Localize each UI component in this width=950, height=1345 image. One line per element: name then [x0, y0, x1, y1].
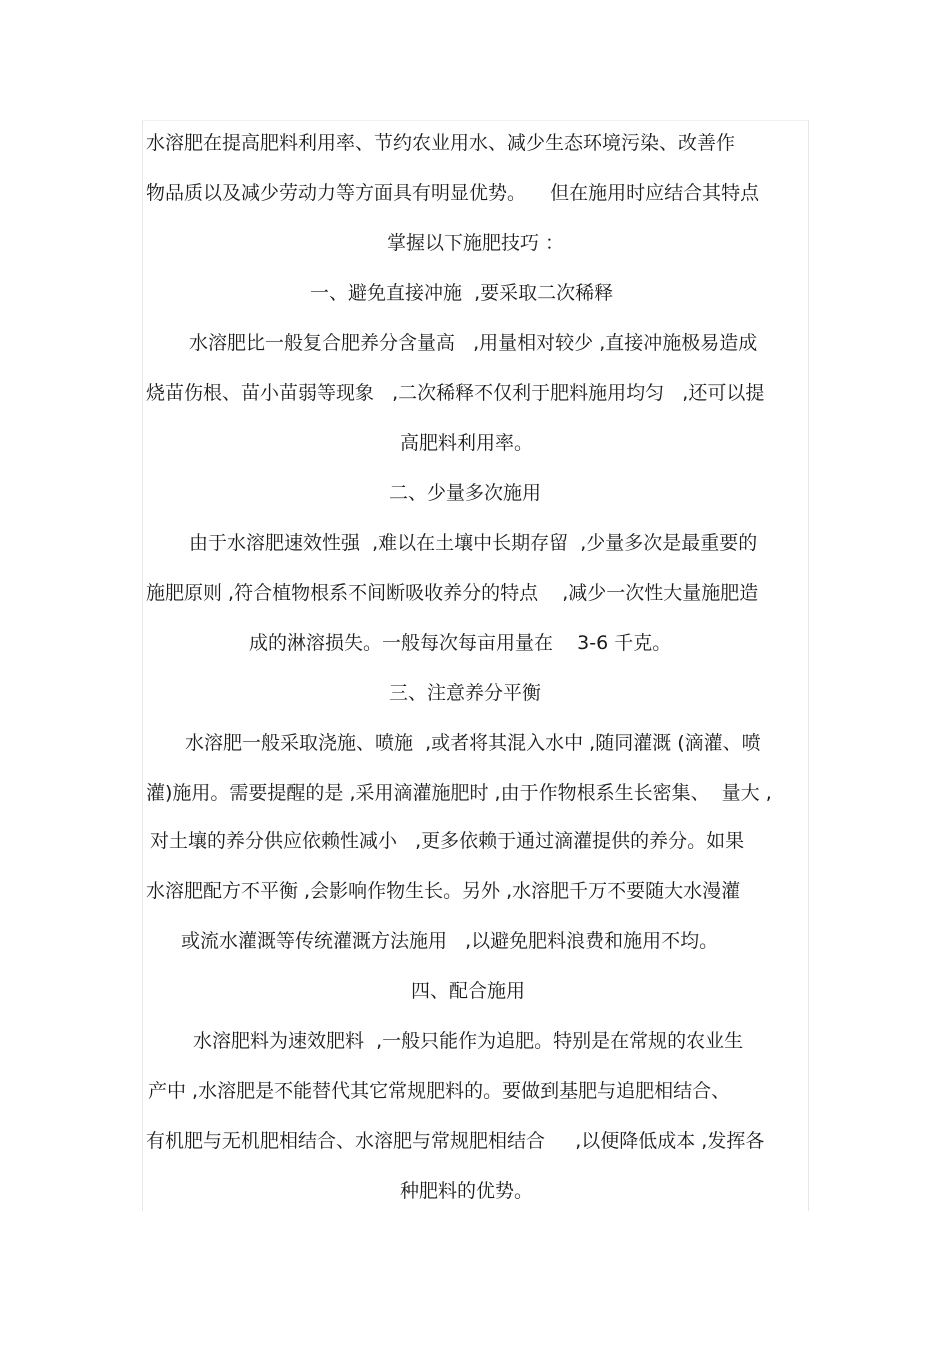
paragraph-line: 由于水溶肥速效性强 ,难以在土壤中长期存留 ,少量多次是最重要的 — [189, 532, 758, 554]
paragraph-line: 水溶肥在提高肥料利用率、节约农业用水、减少生态环境污染、改善作 — [146, 132, 736, 154]
paragraph-line: 种肥料的优势。 — [400, 1180, 534, 1202]
paragraph-line: 掌握以下施肥技巧 ： — [387, 232, 565, 254]
paragraph-line: 施肥原则 ,符合植物根系不间断吸收养分的特点 ,减少一次性大量施肥造 — [146, 582, 759, 604]
paragraph-line: 成的淋溶损失。一般每次每亩用量在 3-6 千克。 — [249, 632, 672, 654]
paragraph-line: 水溶肥配方不平衡 ,会影响作物生长。另外 ,水溶肥千万不要随大水漫灌 — [146, 880, 741, 902]
paragraph-line: 高肥料利用率。 — [400, 432, 534, 454]
paragraph-line: 水溶肥比一般复合肥养分含量高 ,用量相对较少 ,直接冲施极易造成 — [189, 332, 758, 354]
paragraph-line: 对土壤的养分供应依赖性减小 ,更多依赖于通过滴灌提供的养分。如果 — [150, 830, 745, 852]
section-heading: 二、少量多次施用 — [389, 482, 542, 504]
paragraph-line: 或流水灌溉等传统灌溉方法施用 ,以避免肥料浪费和施用不均。 — [181, 930, 719, 952]
paragraph-line: 物品质以及减少劳动力等方面具有明显优势。 但在施用时应结合其特点 — [146, 182, 760, 204]
section-heading: 三、注意养分平衡 — [389, 682, 542, 704]
paragraph-line: 产中 ,水溶肥是不能替代其它常规肥料的。要做到基肥与追肥相结合、 — [148, 1080, 731, 1102]
paragraph-line: 水溶肥一般采取浇施、喷施 ,或者将其混入水中 ,随同灌溉 (滴灌、喷 — [185, 732, 761, 754]
section-heading: 一、避免直接冲施 ,要采取二次稀释 — [310, 282, 614, 304]
section-heading: 四、配合施用 — [411, 980, 526, 1002]
paragraph-line: 有机肥与无机肥相结合、水溶肥与常规肥相结合 ,以便降低成本 ,发挥各 — [146, 1130, 765, 1152]
paragraph-line: 灌)施用。需要提醒的是 ,采用滴灌施肥时 ,由于作物根系生长密集、 量大 , — [146, 782, 772, 804]
paragraph-line: 烧苗伤根、苗小苗弱等现象 ,二次稀释不仅利于肥料施用均匀 ,还可以提 — [146, 382, 765, 404]
paragraph-line: 水溶肥料为速效肥料 ,一般只能作为追肥。特别是在常规的农业生 — [193, 1030, 744, 1052]
